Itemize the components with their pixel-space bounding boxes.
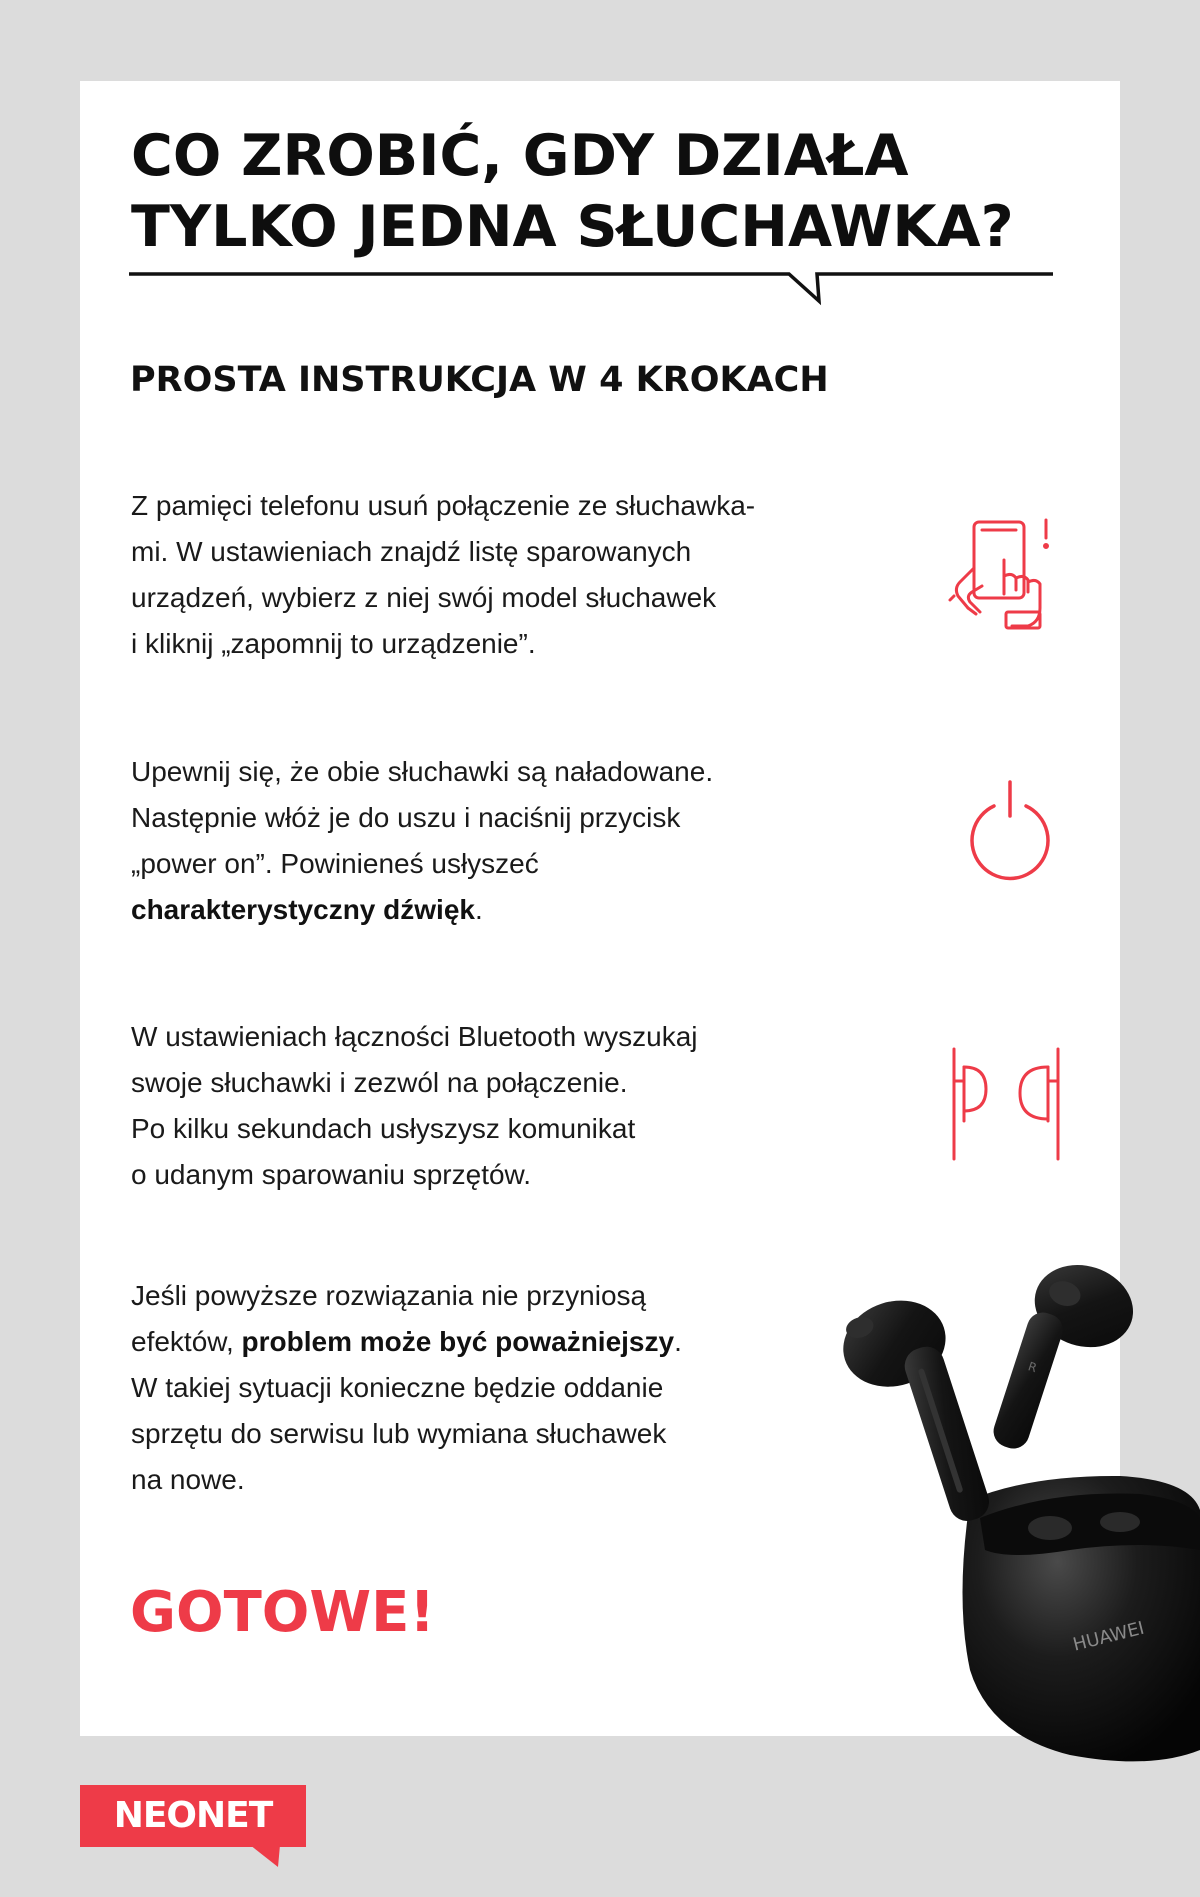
step-2-line: „power on”. Powinieneś usłyszeć xyxy=(131,848,539,879)
step-3-line: Po kilku sekundach usłyszysz komunikat xyxy=(131,1113,636,1144)
step-2-line xyxy=(131,887,891,933)
phone-touch-icon xyxy=(946,516,1066,636)
step-1-line: i kliknij „zapomnij to urządzenie”. xyxy=(131,628,536,659)
case-brand-text: HUAWEI xyxy=(1070,1617,1147,1656)
step-1-text xyxy=(131,483,891,667)
step-4-text xyxy=(131,1273,891,1503)
title-line-2: TYLKO JEDNA SŁUCHAWKA? xyxy=(131,194,1014,260)
step-1-line: mi. W ustawieniach znajdź listę sparowanych xyxy=(131,536,692,567)
step-4-line: sprzętu do serwisu lub wymiana słuchawek xyxy=(131,1418,667,1449)
step-4-line xyxy=(131,1319,891,1365)
step-3-text xyxy=(131,1014,891,1198)
step-4-before: efektów, xyxy=(131,1326,242,1357)
speech-bubble-underline xyxy=(129,271,1053,311)
step-2-line: Następnie włóż je do uszu i naciśnij przycisk xyxy=(131,802,681,833)
step-3-line: o udanym sparowaniu sprzętów. xyxy=(131,1159,531,1190)
subtitle: PROSTA INSTRUKCJA W 4 KROKACH xyxy=(130,360,829,400)
step-3-line: W ustawieniach łączności Bluetooth wyszukaj xyxy=(131,1021,698,1052)
logo-speech-tail xyxy=(250,1845,280,1867)
step-2-period: . xyxy=(474,894,483,925)
power-icon xyxy=(960,776,1060,886)
step-3-line: swoje słuchawki i zezwól na połączenie. xyxy=(131,1067,628,1098)
page-title xyxy=(131,121,1091,263)
step-4-line: Jeśli powyższe rozwiązania nie przyniosą xyxy=(131,1280,647,1311)
step-4-line: W takiej sytuacji konieczne będzie oddanie xyxy=(131,1372,664,1403)
step-2-line: Upewnij się, że obie słuchawki są naładowane. xyxy=(131,756,714,787)
logo-text: NEONET xyxy=(80,1785,306,1847)
step-2-text xyxy=(131,749,891,933)
done-label: GOTOWE! xyxy=(130,1580,435,1645)
earbuds-icon xyxy=(946,1041,1066,1161)
earbud-mark: R xyxy=(1026,1359,1039,1376)
step-4-after: . xyxy=(674,1326,682,1357)
title-line-1: CO ZROBIĆ, GDY DZIAŁA xyxy=(131,123,909,189)
step-1-line: urządzeń, wybierz z niej swój model słuchawek xyxy=(131,582,717,613)
step-4-bold: problem może być poważniejszy xyxy=(241,1326,675,1357)
earbuds-product-image xyxy=(820,1250,1200,1770)
step-4-line: na nowe. xyxy=(131,1464,245,1495)
neonet-logo xyxy=(80,1785,306,1865)
step-1-line: Z pamięci telefonu usuń połączenie ze słuchawka- xyxy=(131,490,756,521)
step-2-bold: charakterystyczny dźwięk xyxy=(131,894,475,925)
